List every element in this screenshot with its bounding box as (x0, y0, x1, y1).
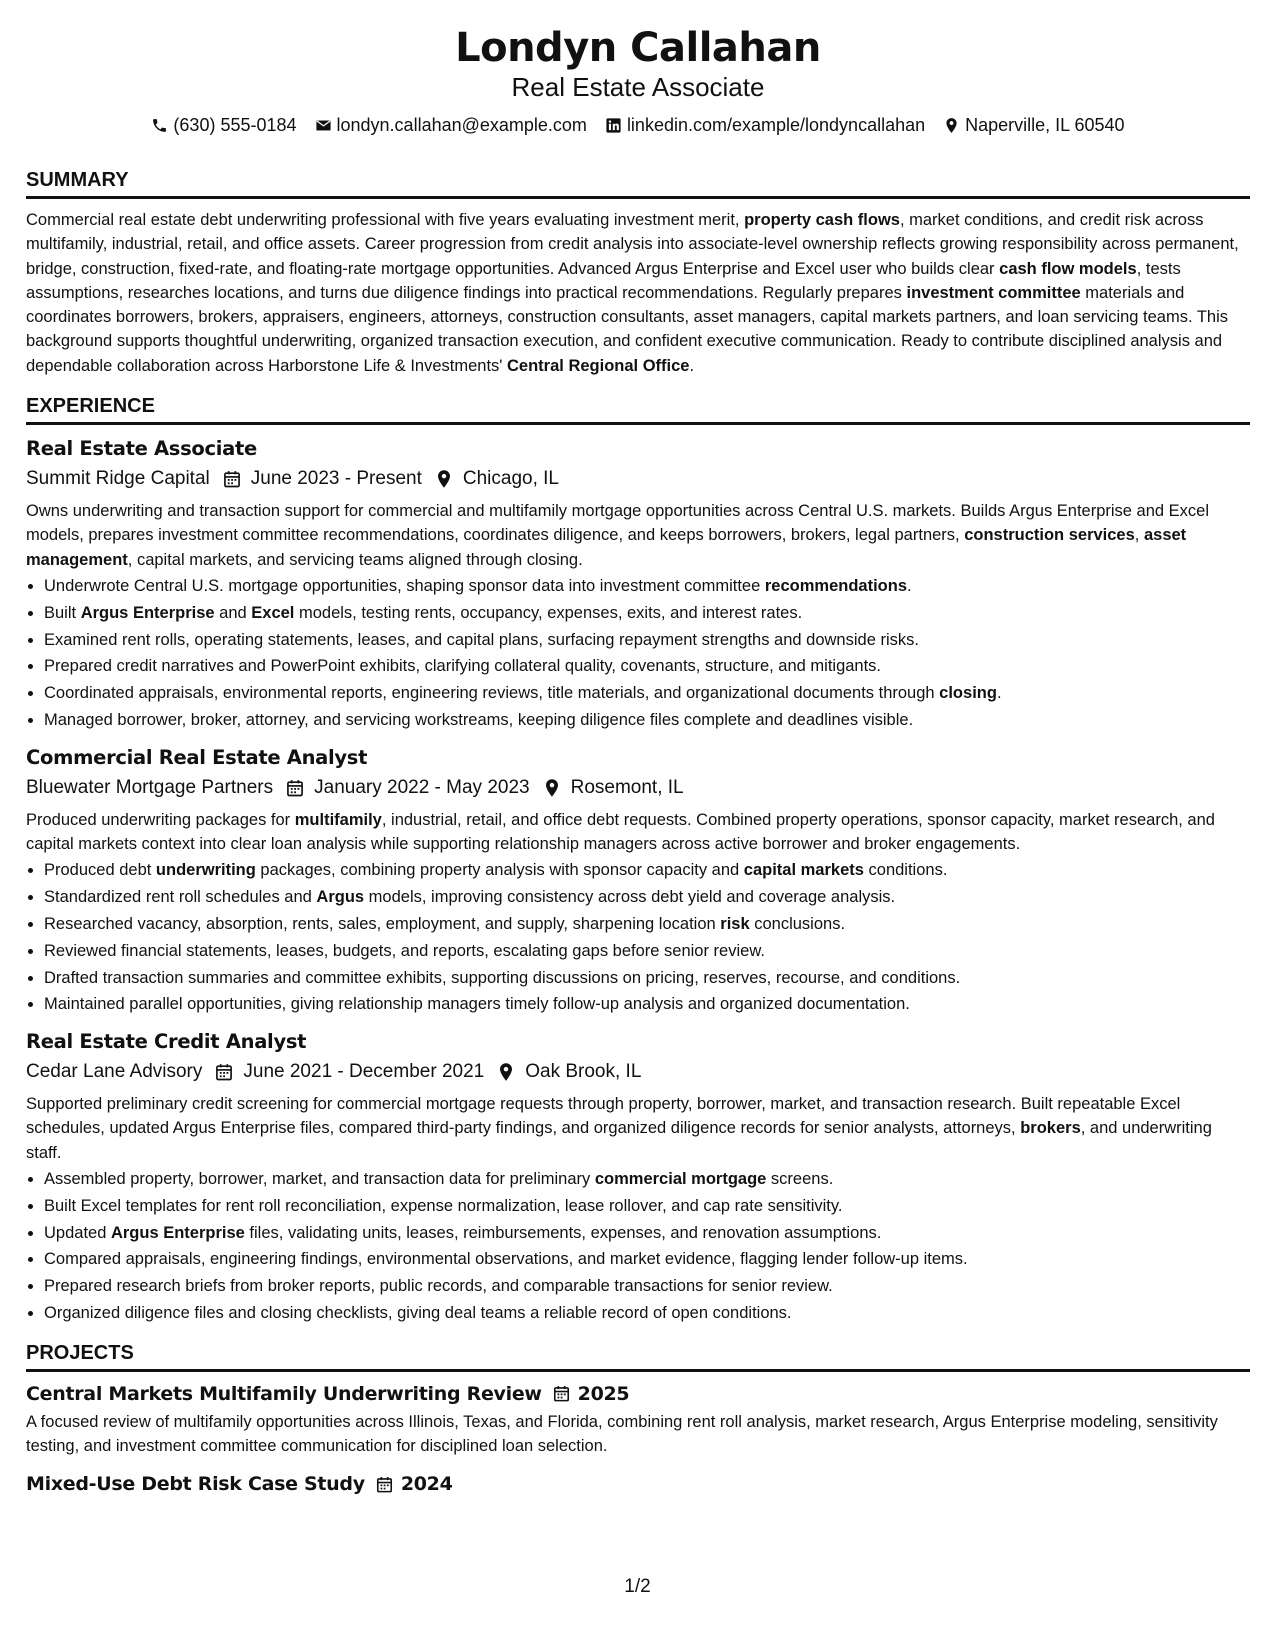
text-run: Maintained parallel opportunities, giving relationship managers timely follow-up analysis and organized documentation. (44, 995, 910, 1014)
calendar-icon (552, 1384, 571, 1403)
contact-email-text[interactable]: londyn.callahan@example.com (336, 115, 587, 135)
job-meta (26, 776, 1250, 800)
bold-keyword: multifamily (294, 810, 382, 829)
bullet-item (44, 573, 1250, 600)
text-run: Produced debt (44, 861, 156, 880)
bold-keyword: Argus Enterprise (80, 603, 215, 622)
bold-keyword: capital markets (743, 861, 864, 880)
map-pin-icon (542, 778, 562, 798)
job-entry (26, 1030, 1250, 1327)
text-run: Coordinated appraisals, environmental reports, engineering reviews, title materials, and organizational documents through (44, 684, 940, 703)
job-bullets (26, 857, 1250, 1018)
bold-keyword: underwriting (155, 861, 256, 880)
bullet-item (44, 1166, 1250, 1193)
calendar-icon (375, 1475, 394, 1494)
job-entry (26, 746, 1250, 1018)
job-dates: June 2023 - Present (250, 468, 422, 490)
candidate-name: Londyn Callahan (455, 25, 821, 71)
text-run: screens. (766, 1170, 834, 1189)
project-title-line (26, 1382, 1250, 1406)
map-pin-icon (943, 117, 960, 134)
contact-phone-text: (630) 555-0184 (173, 115, 297, 135)
text-run: models, improving consistency across debt yield and coverage analysis. (364, 888, 896, 907)
job-bullets (26, 1166, 1250, 1327)
project-year: 2024 (400, 1473, 453, 1496)
text-run: materials and coordinates borrowers, brokers, appraisers, engineers, attorneys, construction consultants, asset managers, capital markets partners, and loan servicing teams. This background supports thoughtful underwriting, organized transaction execution, and confident executive communication. Ready to contribute disciplined analysis and dependable collaboration across Harborstone Life & Investments' (26, 283, 1229, 375)
bold-keyword: Central Regional Office (507, 356, 690, 375)
text-run: Compared appraisals, engineering findings, environmental observations, and market evidence, flagging lender follow-up items. (44, 1250, 968, 1269)
bullet-item (44, 1220, 1250, 1247)
calendar-icon (285, 778, 305, 798)
bullet-item (44, 1273, 1250, 1300)
project-entry (26, 1382, 1250, 1459)
bullet-item (44, 627, 1250, 654)
bold-keyword: property cash flows (744, 211, 900, 229)
job-entry (26, 437, 1250, 734)
bold-keyword: closing (939, 684, 997, 703)
bullet-item (44, 1193, 1250, 1220)
bullet-item (44, 600, 1250, 627)
bold-keyword: asset management (26, 526, 1187, 569)
contact-location (943, 114, 1124, 136)
bold-keyword: risk (720, 914, 750, 933)
contact-location-text: Naperville, IL 60540 (965, 115, 1125, 135)
bold-keyword: Argus (316, 888, 365, 907)
job-company: Cedar Lane Advisory (26, 1061, 203, 1083)
phone-icon (151, 117, 168, 134)
summary-heading: SUMMARY (26, 168, 1250, 199)
text-run: , (1134, 526, 1144, 545)
contact-linkedin[interactable] (605, 114, 925, 136)
text-run: and (214, 603, 252, 622)
job-dates: January 2022 - May 2023 (314, 776, 530, 798)
text-run: Examined rent rolls, operating statements, leases, and capital plans, surfacing repayment strengths and downside risks. (44, 630, 919, 649)
text-run: , industrial, retail, and office debt requests. Combined property operations, sponsor capacity, market research, and capital markets context into clear loan analysis while supporting relationship managers across active borrower and broker engagements. (26, 810, 1215, 854)
bullet-item (44, 857, 1250, 884)
text-run: Supported preliminary credit screening for commercial mortgage requests through property, borrower, market, and transaction research. Built repeatable Excel schedules, updated Argus Enterprise files, compared third-party findings, and organized diligence records for senior analysts, attorneys, (26, 1095, 1181, 1138)
project-title-line (26, 1472, 1250, 1496)
text-run: , and underwriting staff. (26, 1119, 1212, 1162)
text-run: Built (44, 603, 81, 622)
contact-phone (151, 114, 296, 136)
text-run: Underwrote Central U.S. mortgage opportunities, shaping sponsor data into investment committee (44, 576, 765, 595)
text-run: Drafted transaction summaries and committee exhibits, supporting discussions on pricing, reserves, recourse, and conditions. (44, 968, 961, 987)
job-location: Chicago, IL (462, 468, 559, 490)
resume-header (26, 26, 1250, 136)
bold-keyword: Argus Enterprise (110, 1223, 245, 1242)
text-run: Managed borrower, broker, attorney, and servicing workstreams, keeping diligence files complete and deadlines visible. (44, 710, 914, 729)
job-description (26, 499, 1250, 572)
job-location: Rosemont, IL (570, 776, 684, 798)
bullet-item (44, 680, 1250, 707)
text-run: , tests assumptions, researches locations, and turns due diligence findings into practical recommendations. Regularly prepares (26, 259, 1181, 302)
job-bullets (26, 573, 1250, 734)
text-run: packages, combining property analysis with sponsor capacity and (255, 861, 744, 880)
experience-heading: EXPERIENCE (26, 394, 1250, 425)
bullet-item (44, 911, 1250, 938)
bullet-item (44, 1246, 1250, 1273)
bullet-item (44, 991, 1250, 1018)
job-description (26, 808, 1250, 857)
job-title: Real Estate Credit Analyst (26, 1030, 307, 1054)
text-run: . (907, 576, 912, 595)
text-run: Commercial real estate debt underwriting professional with five years evaluating investment merit, (26, 211, 745, 229)
job-company: Summit Ridge Capital (26, 468, 210, 490)
text-run: files, validating units, leases, reimbursements, expenses, and renovation assumptions. (244, 1223, 882, 1242)
bold-keyword: Excel (251, 603, 295, 622)
bold-keyword: brokers (1020, 1119, 1081, 1138)
bullet-item (44, 653, 1250, 680)
page-number: 1/2 (624, 1576, 651, 1597)
project-title: Central Markets Multifamily Underwriting Review (26, 1382, 542, 1405)
bold-keyword: investment committee (906, 283, 1081, 302)
text-run: conditions. (863, 861, 948, 880)
resume-page (26, 0, 1250, 1496)
linkedin-icon (605, 117, 622, 134)
project-year: 2025 (577, 1382, 630, 1405)
calendar-icon (214, 1062, 234, 1082)
bold-keyword: cash flow models (999, 259, 1137, 278)
contact-email[interactable] (315, 114, 587, 136)
project-description: A focused review of multifamily opportunities across Illinois, Texas, and Florida, combining rent roll analysis, market research, Argus Enterprise modeling, sensitivity testing, and investment committee communication for disciplined loan selection. (26, 1412, 1218, 1456)
bullet-item (44, 965, 1250, 992)
bold-keyword: commercial mortgage (594, 1170, 767, 1189)
text-run: Produced underwriting packages for (26, 810, 295, 829)
bullet-item (44, 884, 1250, 911)
text-run: models, testing rents, occupancy, expenses, exits, and interest rates. (294, 603, 803, 622)
bullet-item (44, 1300, 1250, 1327)
text-run: , market conditions, and credit risk across multifamily, industrial, retail, and office assets. Career progression from credit analysis into associate-level ownership reflects growing responsibility across permanent, bridge, construction, fixed-rate, and floating-rate mortgage opportunities. Advanced Argus Enterprise and Excel user who builds clear (26, 211, 1239, 278)
job-title: Real Estate Associate (26, 437, 257, 461)
text-run: Prepared research briefs from broker reports, public records, and comparable transactions for senior review. (44, 1277, 833, 1296)
calendar-icon (222, 469, 242, 489)
projects-heading: PROJECTS (26, 1341, 1250, 1372)
map-pin-icon (496, 1062, 516, 1082)
text-run: Reviewed financial statements, leases, budgets, and reports, escalating gaps before senior review. (44, 941, 765, 960)
text-run: , capital markets, and servicing teams aligned through closing. (127, 550, 583, 569)
text-run: Updated (44, 1223, 111, 1242)
text-run: Owns underwriting and transaction support for commercial and multifamily mortgage opportunities across Central U.S. markets. Builds Argus Enterprise and Excel models, prepares investment committee recommendations, coordinates diligence, and keeps borrowers, brokers, legal partners, (26, 502, 1210, 545)
text-run: . (689, 356, 695, 375)
bold-keyword: construction services (964, 526, 1135, 545)
bold-keyword: recommendations (764, 576, 907, 595)
job-location: Oak Brook, IL (525, 1061, 642, 1083)
text-run: Organized diligence files and closing checklists, giving deal teams a reliable record of open conditions. (44, 1304, 792, 1322)
job-description (26, 1092, 1250, 1165)
bullet-item (44, 707, 1250, 734)
text-run: Researched vacancy, absorption, rents, sales, employment, and supply, sharpening location (44, 914, 721, 933)
text-run: Assembled property, borrower, market, and transaction data for preliminary (44, 1170, 595, 1189)
envelope-icon (315, 117, 332, 134)
text-run: Prepared credit narratives and PowerPoint exhibits, clarifying collateral quality, covenants, structure, and mitigants. (44, 657, 882, 676)
text-run: . (996, 684, 1002, 703)
job-meta (26, 1060, 1250, 1084)
job-company: Bluewater Mortgage Partners (26, 776, 274, 798)
job-dates: June 2021 - December 2021 (243, 1061, 485, 1083)
contact-line (26, 114, 1250, 136)
map-pin-icon (434, 469, 454, 489)
text-run: Built Excel templates for rent roll reconciliation, expense normalization, lease rollover, and cap rate sensitivity. (44, 1196, 843, 1215)
job-title: Commercial Real Estate Analyst (26, 745, 368, 769)
project-entry (26, 1472, 1250, 1496)
contact-linkedin-text[interactable]: linkedin.com/example/londyncallahan (626, 115, 926, 135)
job-meta (26, 467, 1250, 491)
project-title: Mixed-Use Debt Risk Case Study (26, 1473, 365, 1496)
candidate-title: Real Estate Associate (511, 72, 765, 102)
summary-text (26, 208, 1250, 378)
text-run: Standardized rent roll schedules and (44, 888, 317, 907)
text-run: conclusions. (749, 914, 846, 933)
bullet-item (44, 938, 1250, 965)
